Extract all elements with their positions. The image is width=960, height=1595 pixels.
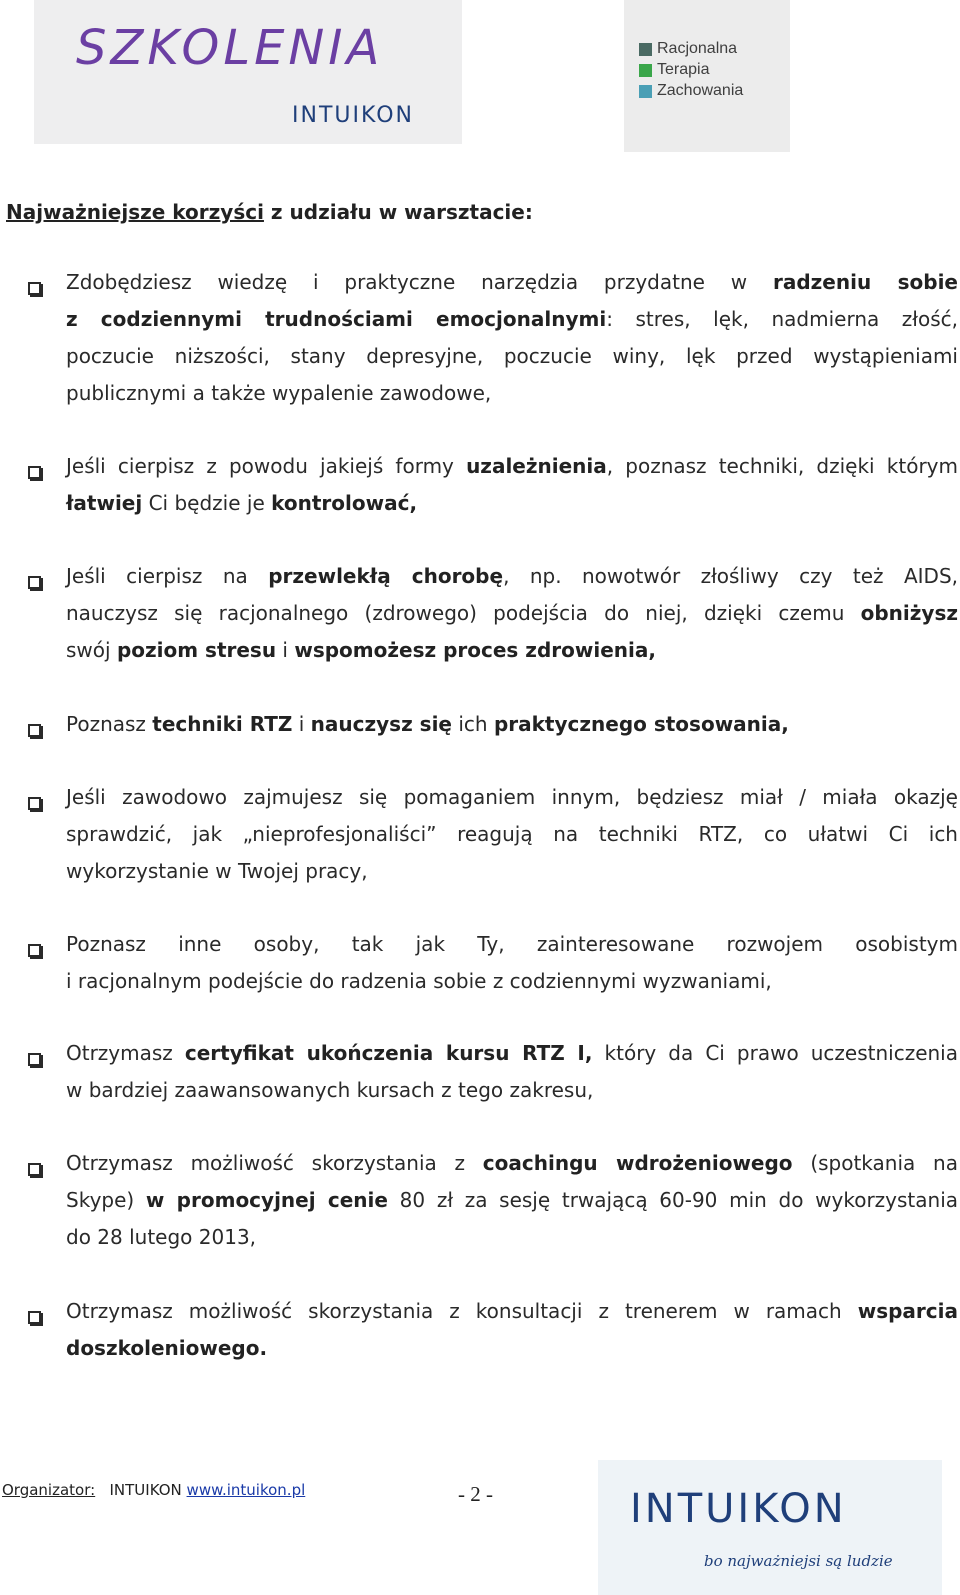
benefit-line: [66, 491, 958, 516]
benefit-text-bold: wspomożesz proces zdrowienia,: [294, 638, 656, 662]
rtz-square-icon: [639, 64, 652, 77]
checkbox-bullet-icon: [28, 797, 41, 810]
benefit-text: nauczysz się racjonalnego (zdrowego) podejścia do niej, dzięki czemu: [66, 601, 861, 625]
benefit-line: [66, 1336, 958, 1361]
checkbox-bullet-icon: [28, 282, 41, 295]
benefit-text: i: [292, 712, 311, 736]
benefit-line: [66, 270, 958, 295]
organizer-line: [2, 1481, 305, 1499]
checkbox-bullet-icon: [28, 724, 41, 737]
checkbox-bullet-icon: [28, 576, 41, 589]
benefit-line: [66, 454, 958, 479]
benefit-text: Otrzymasz: [66, 1041, 185, 1065]
benefit-text: Poznasz: [66, 712, 153, 736]
benefit-line: [66, 601, 958, 626]
rtz-square-icon: [639, 43, 652, 56]
benefit-text: i: [276, 638, 295, 662]
benefit-line: [66, 1041, 958, 1066]
footer-intuikon-logo: [598, 1460, 942, 1595]
rtz-logo: [624, 0, 790, 152]
benefit-line: [66, 1151, 958, 1176]
benefit-text: i racjonalnym podejście do radzenia sobie z codziennymi wyzwaniami,: [66, 969, 772, 993]
benefit-text-bold: wsparcia: [857, 1299, 958, 1323]
benefit-text-bold: doszkoleniowego.: [66, 1336, 268, 1360]
checkbox-bullet-icon: [28, 466, 41, 479]
benefit-line: [66, 307, 958, 332]
footer-logo-tagline: bo najważniejsi są ludzie: [704, 1552, 893, 1570]
benefit-line: [66, 381, 958, 406]
benefit-text-bold: praktycznego stosowania,: [493, 712, 789, 736]
benefit-line: [66, 712, 958, 737]
benefit-text: swój: [66, 638, 117, 662]
checkbox-bullet-icon: [28, 1163, 41, 1176]
benefit-text: , poznasz techniki, dzięki którym: [606, 454, 958, 478]
benefit-text-bold: certyfikat ukończenia kursu RTZ I,: [184, 1041, 593, 1065]
benefit-text-bold: radzeniu sobie: [772, 270, 958, 294]
benefit-text: , np. nowotwór złośliwy czy też AIDS,: [503, 564, 959, 588]
benefit-text-bold: kontrolować,: [271, 491, 418, 515]
benefit-text: do 28 lutego 2013,: [66, 1225, 257, 1249]
benefit-text: sprawdzić, jak „nieprofesjonaliści” reagują na techniki RTZ, co ułatwi Ci ich: [66, 822, 958, 846]
benefit-line: [66, 1078, 958, 1103]
benefit-text-bold: nauczysz się: [310, 712, 452, 736]
section-heading-underlined: Najważniejsze korzyści: [6, 200, 264, 224]
benefit-text-bold: obniżysz: [860, 601, 958, 625]
benefit-line: [66, 1188, 958, 1213]
benefit-text-bold: techniki RTZ: [152, 712, 293, 736]
benefit-text: Otrzymasz możliwość skorzystania z: [66, 1151, 483, 1175]
benefit-line: [66, 932, 958, 957]
benefit-text-bold: w promocyjnej cenie: [145, 1188, 388, 1212]
benefit-text: (spotkania na: [792, 1151, 958, 1175]
footer-logo-name: INTUIKON: [630, 1486, 847, 1532]
benefit-text: Jeśli cierpisz na: [66, 564, 269, 588]
section-heading: [6, 200, 533, 224]
section-heading-rest: z udziału w warsztacie:: [263, 200, 533, 224]
benefit-text: ich: [452, 712, 494, 736]
benefit-text: : stres, lęk, nadmierna złość,: [606, 307, 958, 331]
rtz-logo-line: Terapia: [657, 61, 710, 78]
szkolenia-intuikon-logo: [34, 0, 462, 144]
benefit-text: Zdobędziesz wiedzę i praktyczne narzędzia przydatne w: [66, 270, 773, 294]
intuikon-logo-text: INTUIKON: [292, 103, 414, 128]
benefit-text-bold: poziom stresu: [116, 638, 277, 662]
organizer-name: INTUIKON: [109, 1481, 182, 1499]
benefit-text: Jeśli cierpisz z powodu jakiejś formy: [66, 454, 467, 478]
checkbox-bullet-icon: [28, 1053, 41, 1066]
szkolenia-logo-text: SZKOLENIA: [76, 20, 384, 76]
benefit-text: Skype): [66, 1188, 146, 1212]
benefit-text: 80 zł za sesję trwającą 60-90 min do wykorzystania: [387, 1188, 959, 1212]
benefit-text: Jeśli zawodowo zajmujesz się pomaganiem innym, będziesz miał / miała okazję: [66, 785, 958, 809]
rtz-logo-line: Zachowania: [657, 82, 744, 99]
benefit-line: [66, 344, 958, 369]
organizer-label: Organizator:: [2, 1481, 96, 1499]
benefit-text: który da Ci prawo uczestniczenia: [592, 1041, 958, 1065]
benefit-line: [66, 1225, 958, 1250]
benefit-text: wykorzystanie w Twojej pracy,: [66, 859, 368, 883]
benefit-text-bold: z codziennymi trudnościami emocjonalnymi: [66, 307, 607, 331]
checkbox-bullet-icon: [28, 944, 41, 957]
rtz-logo-line: Racjonalna: [657, 40, 738, 57]
benefit-text: w bardziej zaawansowanych kursach z tego zakresu,: [66, 1078, 594, 1102]
rtz-square-icon: [639, 85, 652, 98]
benefit-text-bold: uzależnienia: [466, 454, 607, 478]
benefit-line: [66, 785, 958, 810]
benefit-line: [66, 564, 958, 589]
benefit-text: Poznasz inne osoby, tak jak Ty, zainteresowane rozwojem osobistym: [66, 932, 958, 956]
benefit-text: poczucie niższości, stany depresyjne, poczucie winy, lęk przed wystąpieniami: [66, 344, 958, 368]
benefit-text-bold: przewlekłą chorobę: [268, 564, 504, 588]
page-number: - 2 -: [458, 1482, 493, 1506]
benefit-text: Ci będzie je: [142, 491, 272, 515]
checkbox-bullet-icon: [28, 1311, 41, 1324]
benefit-line: [66, 822, 958, 847]
benefit-text-bold: łatwiej: [66, 491, 143, 515]
benefit-text: publicznymi a także wypalenie zawodowe,: [66, 381, 492, 405]
benefit-line: [66, 859, 958, 884]
organizer-link[interactable]: www.intuikon.pl: [186, 1481, 306, 1499]
benefit-line: [66, 638, 958, 663]
benefit-text-bold: coachingu wdrożeniowego: [482, 1151, 793, 1175]
benefit-line: [66, 1299, 958, 1324]
benefit-text: Otrzymasz możliwość skorzystania z konsultacji z trenerem w ramach: [66, 1299, 858, 1323]
benefit-line: [66, 969, 958, 994]
